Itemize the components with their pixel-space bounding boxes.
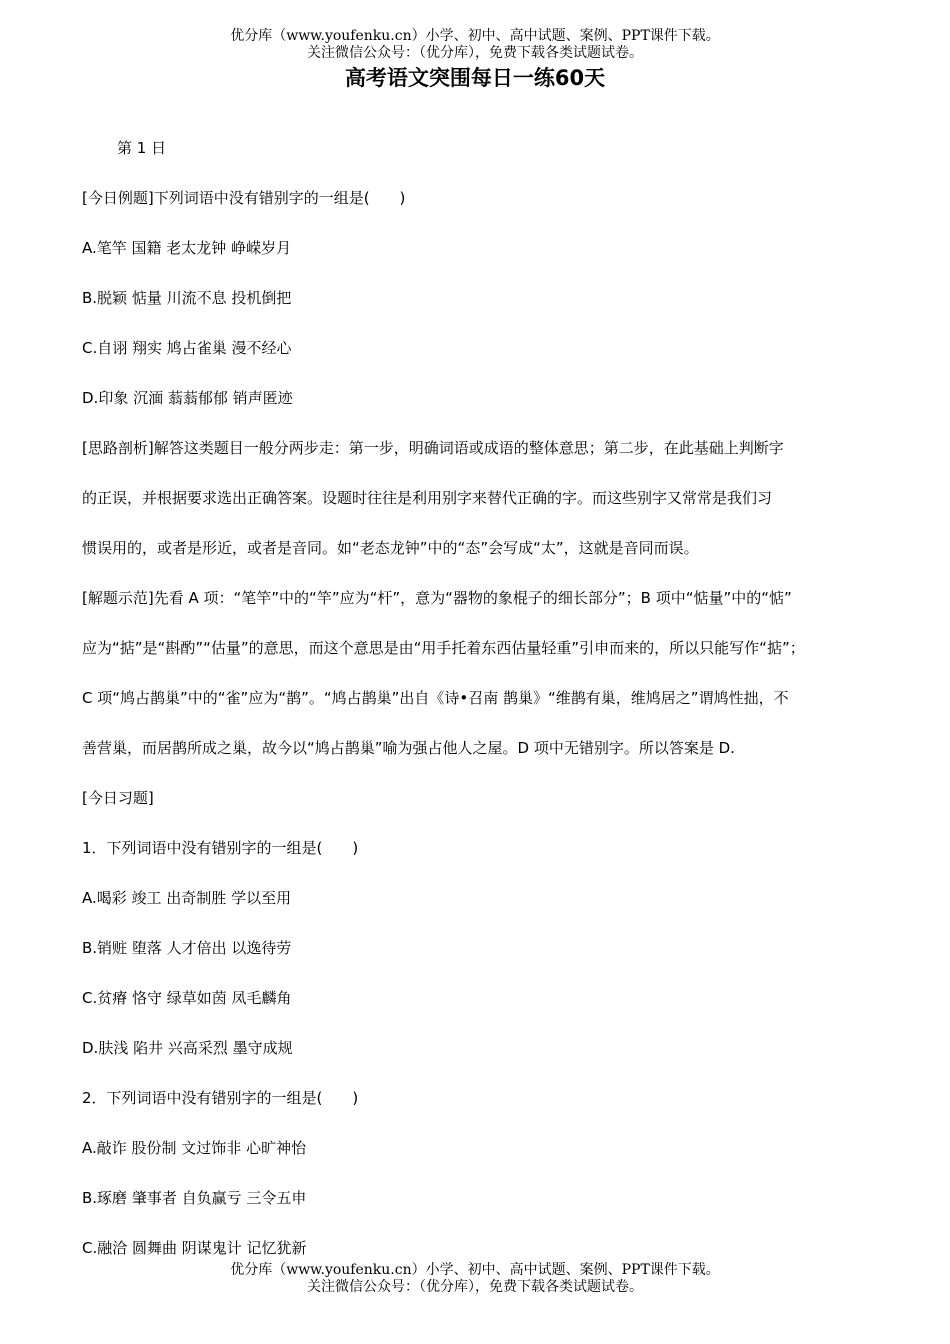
solution-line: [解题示范]先看 A 项：“笔竿”中的“竿”应为“杆”，意为“器物的象棍子的细长部分”；B 项中“惦量”中的“惦” [82,589,792,607]
solution-line: 善营巢，而居鹊所成之巢，故今以“鸠占鹊巢”喻为强占他人之屋。D 项中无错别字。所以答案是 D. [82,739,735,757]
solution-line: C 项“鸠占鹊巢”中的“雀”应为“鹊”。“鸠占鹊巢”出自《诗•召南 鹊巢》“维鹊有巢，维鸠居之”谓鸠性拙，不 [82,689,789,707]
exercises-heading: [今日习题] [82,789,154,807]
exercise-2-option-a: A.敲诈 股份制 文过饰非 心旷神怡 [82,1139,307,1157]
example-option-b: B.脱颖 惦量 川流不息 投机倒把 [82,289,292,307]
example-option-c: C.自诩 翔实 鸠占雀巢 漫不经心 [82,339,292,357]
footer-line-1: 优分库（www.youfenku.cn）小学、初中、高中试题、案例、PPT课件下载。 [230,1262,720,1278]
exercise-1-option-c: C.贫瘠 恪守 绿草如茵 凤毛麟角 [82,989,292,1007]
exercise-1-option-d: D.肤浅 陷井 兴高采烈 墨守成规 [82,1039,293,1057]
document-title: 高考语文突围每日一练60天 [344,66,606,90]
page-footer [0,1262,950,1296]
analysis-line: [思路剖析]解答这类题目一般分两步走：第一步，明确词语或成语的整体意思；第二步，在此基础上判断字 [82,439,784,457]
day-label: 第 1 日 [117,139,167,157]
exercise-2-question: 2．下列词语中没有错别字的一组是( ) [82,1089,359,1107]
example-option-d: D.印象 沉湎 蓊蓊郁郁 销声匿迹 [82,389,293,407]
exercise-2-option-c: C.融洽 圆舞曲 阴谋鬼计 记忆犹新 [82,1239,307,1257]
document-body [82,134,882,1284]
example-question: [今日例题]下列词语中没有错别字的一组是( ) [82,189,406,207]
analysis-line: 的正误，并根据要求选出正确答案。设题时往往是利用别字来替代正确的字。而这些别字又常常是我们习 [82,489,773,507]
exercise-1-question: 1．下列词语中没有错别字的一组是( ) [82,839,359,857]
solution-line: 应为“掂”是“斟酌”“估量”的意思，而这个意思是由“用手托着东西估量轻重”引申而来的，所以只能写作“掂”； [82,639,805,657]
page-header [0,28,950,62]
analysis-line: 惯误用的，或者是形近，或者是音同。如“老态龙钟”中的“态”会写成“太”，这就是音同而误。 [82,539,699,557]
example-option-a: A.笔竿 国籍 老太龙钟 峥嵘岁月 [82,239,292,257]
footer-line-2: 关注微信公众号：（优分库），免费下载各类试题试卷。 [307,1279,643,1295]
exercise-1-option-a: A.喝彩 竣工 出奇制胜 学以至用 [82,889,292,907]
header-line-2: 关注微信公众号：（优分库），免费下载各类试题试卷。 [307,45,643,61]
exercise-2-option-b: B.琢磨 肇事者 自负赢亏 三令五申 [82,1189,307,1207]
exercise-1-option-b: B.销赃 堕落 人才倍出 以逸待劳 [82,939,292,957]
header-line-1: 优分库（www.youfenku.cn）小学、初中、高中试题、案例、PPT课件下载。 [230,28,720,44]
